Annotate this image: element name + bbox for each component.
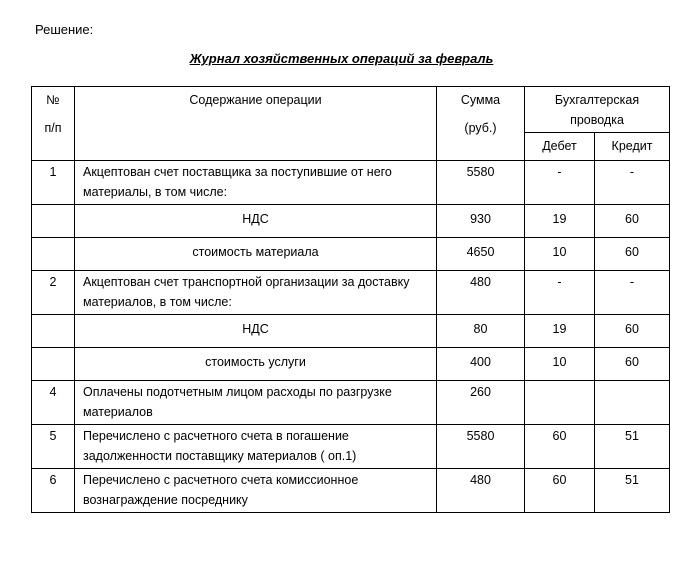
row-credit: 51: [595, 469, 670, 513]
row-sum: 5580: [437, 161, 525, 205]
row-number: [32, 238, 75, 271]
header-description: Содержание операции: [75, 87, 437, 161]
row-description: НДС: [75, 315, 437, 348]
journal-title: Журнал хозяйственных операций за февраль: [189, 51, 494, 66]
row-sum: 5580: [437, 425, 525, 469]
row-number: 5: [32, 425, 75, 469]
row-credit: [595, 381, 670, 425]
row-credit: 60: [595, 238, 670, 271]
row-sum: 260: [437, 381, 525, 425]
row-description: Перечислено с расчетного счета в погашение задолженности поставщику материалов ( оп.1): [75, 425, 437, 469]
row-debit: [525, 381, 595, 425]
row-debit: 10: [525, 238, 595, 271]
row-description: Перечислено с расчетного счета комиссионное вознаграждение посреднику: [75, 469, 437, 513]
header-posting: [525, 87, 670, 133]
table-row: [32, 271, 670, 315]
table-row: [32, 425, 670, 469]
header-number-abbr: п/п: [44, 121, 62, 135]
row-credit: 60: [595, 348, 670, 381]
header-credit: Кредит: [595, 133, 670, 161]
row-description: стоимость услуги: [75, 348, 437, 381]
row-number: [32, 205, 75, 238]
row-credit: -: [595, 161, 670, 205]
row-description: Оплачены подотчетным лицом расходы по разгрузке материалов: [75, 381, 437, 425]
table-row: [32, 469, 670, 513]
table-row: [32, 161, 670, 205]
row-description: стоимость материала: [75, 238, 437, 271]
row-credit: 51: [595, 425, 670, 469]
table-row: [32, 315, 670, 348]
row-debit: 60: [525, 425, 595, 469]
row-credit: 60: [595, 205, 670, 238]
row-debit: -: [525, 161, 595, 205]
row-description: Акцептован счет транспортной организации за доставку материалов, в том числе:: [75, 271, 437, 315]
table-row: [32, 238, 670, 271]
row-sum: 80: [437, 315, 525, 348]
row-number: 4: [32, 381, 75, 425]
header-number: [32, 87, 75, 161]
row-description: НДС: [75, 205, 437, 238]
header-debit: Дебет: [525, 133, 595, 161]
row-sum: 480: [437, 271, 525, 315]
solution-label: Решение:: [35, 22, 94, 37]
row-sum: 480: [437, 469, 525, 513]
journal-table: [31, 86, 670, 513]
header-number-symbol: №: [46, 93, 60, 107]
header-posting-line2: проводка: [570, 113, 624, 127]
row-credit: 60: [595, 315, 670, 348]
row-credit: -: [595, 271, 670, 315]
row-sum: 930: [437, 205, 525, 238]
row-description: Акцептован счет поставщика за поступившие от него материалы, в том числе:: [75, 161, 437, 205]
header-posting-line1: Бухгалтерская: [554, 93, 640, 107]
row-number: [32, 348, 75, 381]
row-sum: 400: [437, 348, 525, 381]
row-debit: 19: [525, 205, 595, 238]
table-row: [32, 381, 670, 425]
row-debit: -: [525, 271, 595, 315]
header-sum: [437, 87, 525, 161]
row-number: 6: [32, 469, 75, 513]
table-row: [32, 205, 670, 238]
table-row: [32, 348, 670, 381]
row-number: [32, 315, 75, 348]
header-sum-unit: (руб.): [464, 121, 497, 135]
header-sum-label: Сумма: [460, 93, 501, 107]
row-sum: 4650: [437, 238, 525, 271]
row-number: 2: [32, 271, 75, 315]
row-debit: 19: [525, 315, 595, 348]
row-debit: 60: [525, 469, 595, 513]
row-debit: 10: [525, 348, 595, 381]
row-number: 1: [32, 161, 75, 205]
